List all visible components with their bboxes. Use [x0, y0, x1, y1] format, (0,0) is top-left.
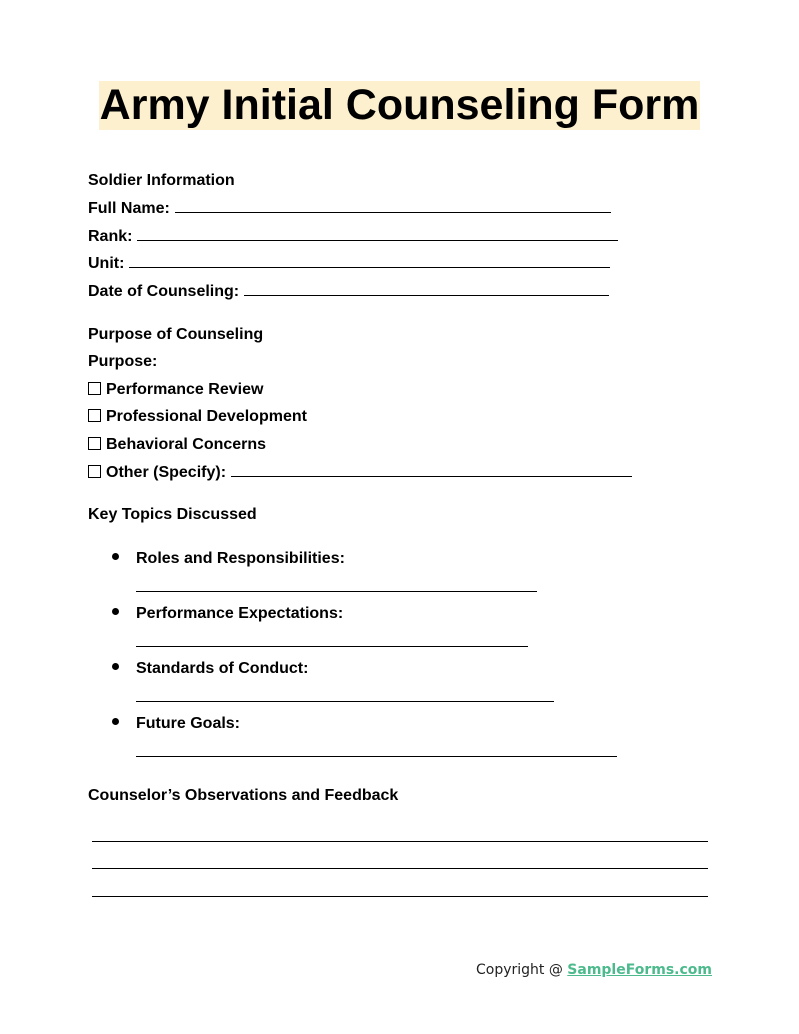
purpose-option-other[interactable]: [88, 462, 632, 483]
topic-label: Roles and Responsibilities:: [136, 550, 345, 567]
observation-line[interactable]: [92, 895, 708, 897]
observation-line[interactable]: [92, 867, 708, 869]
topic-answer-field[interactable]: [136, 700, 554, 702]
purpose-option-professional-development[interactable]: [88, 407, 307, 427]
bullet-icon: [112, 718, 119, 725]
topic-item: [112, 604, 343, 624]
date-row: [88, 281, 609, 302]
observations-heading: Counselor’s Observations and Feedback: [88, 787, 399, 804]
bullet-icon: [112, 663, 119, 670]
unit-row: [88, 253, 610, 274]
bullet-icon: [112, 553, 119, 560]
title-wrapper: [0, 81, 799, 130]
soldier-info-heading: Soldier Information: [88, 172, 235, 189]
full-name-field[interactable]: [175, 198, 611, 213]
topics-heading: Key Topics Discussed: [88, 506, 257, 523]
topic-label: Future Goals:: [136, 715, 241, 732]
checkbox-icon[interactable]: [88, 437, 101, 450]
topic-item: [112, 659, 308, 679]
other-specify-field[interactable]: [231, 462, 632, 477]
option-label: Performance Review: [106, 381, 264, 398]
topic-answer-field[interactable]: [136, 755, 617, 757]
checkbox-icon[interactable]: [88, 465, 101, 478]
purpose-option-performance-review[interactable]: [88, 380, 263, 400]
topic-item: [112, 549, 345, 569]
copyright-prefix: Copyright @: [475, 962, 568, 978]
date-field[interactable]: [244, 281, 609, 296]
topic-label: Standards of Conduct:: [136, 660, 309, 677]
bullet-icon: [112, 608, 119, 615]
page-title: Army Initial Counseling Form: [99, 81, 700, 129]
option-label: Professional Development: [106, 408, 307, 425]
rank-field[interactable]: [137, 226, 618, 241]
option-label: Other (Specify):: [106, 464, 227, 481]
topic-item: [112, 714, 240, 734]
observation-line[interactable]: [92, 840, 708, 842]
checkbox-icon[interactable]: [88, 409, 101, 422]
option-label: Behavioral Concerns: [106, 436, 267, 453]
rank-row: [88, 226, 618, 247]
topic-answer-field[interactable]: [136, 645, 528, 647]
topic-answer-field[interactable]: [136, 590, 537, 592]
full-name-row: [88, 198, 611, 219]
purpose-heading: Purpose of Counseling: [88, 326, 264, 343]
purpose-option-behavioral-concerns[interactable]: [88, 435, 266, 455]
checkbox-icon[interactable]: [88, 382, 101, 395]
copyright-footer: [476, 962, 712, 978]
purpose-label: Purpose:: [88, 353, 158, 370]
brand-link[interactable]: SampleForms.com: [567, 962, 712, 978]
date-label: Date of Counseling:: [88, 283, 240, 300]
rank-label: Rank:: [88, 228, 133, 245]
topic-label: Performance Expectations:: [136, 605, 344, 622]
unit-field[interactable]: [129, 253, 610, 268]
full-name-label: Full Name:: [88, 200, 170, 217]
unit-label: Unit:: [88, 255, 125, 272]
